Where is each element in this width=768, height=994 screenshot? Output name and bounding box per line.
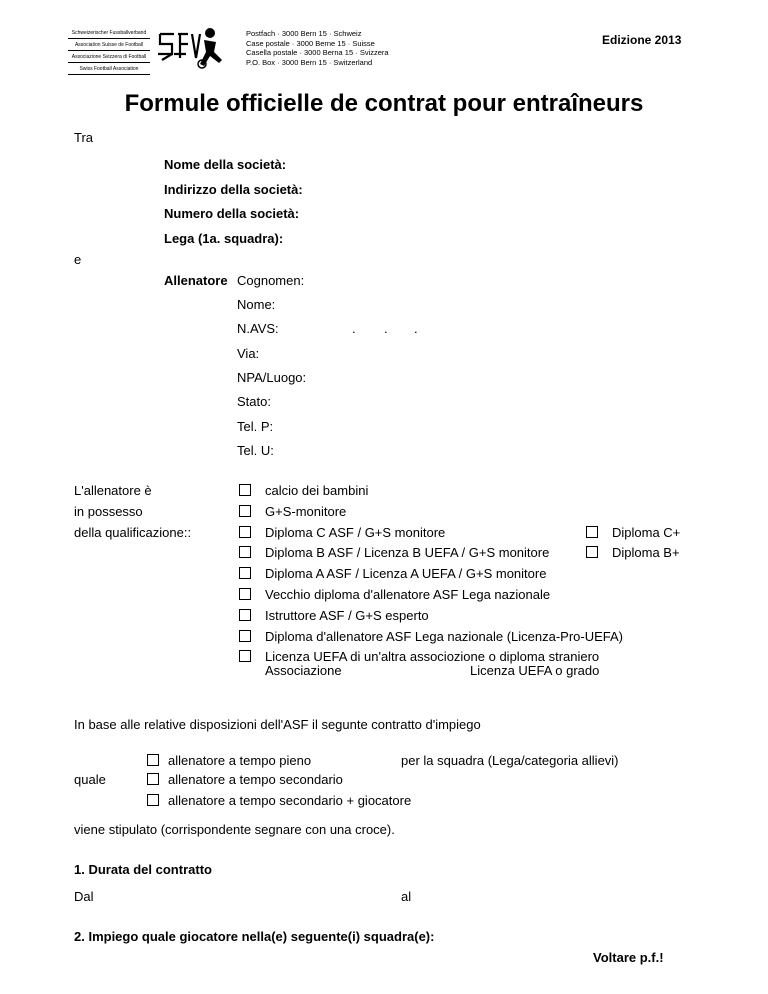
qualification-checkbox[interactable] (239, 630, 251, 642)
address-line: Postfach · 3000 Bern 15 · Schweiz (246, 29, 362, 38)
qualification-side-option: Diploma B+ (612, 545, 680, 560)
qualification-checkbox[interactable] (239, 484, 251, 496)
contract-to-label: al (401, 889, 412, 904)
coach-label: Allenatore (164, 273, 228, 288)
coach-street-label: Via: (237, 346, 260, 361)
address-line: P.O. Box · 3000 Bern 15 · Switzerland (246, 57, 373, 67)
page-title: Formule officielle de contrat pour entraîneurs (124, 90, 644, 117)
coach-surname-label: Cognomen: (237, 273, 305, 288)
qualification-checkbox[interactable] (239, 567, 251, 579)
qualification-label: L'allenatore è (74, 483, 152, 498)
qualification-option: G+S-monitore (265, 504, 347, 519)
contract-intro: In base alle relative disposizioni dell'ASF il segunte contratto d'impiego (74, 717, 481, 732)
coach-zip-label: NPA/Luogo: (237, 370, 307, 385)
logo-line: Associazione Svizzera di Football (68, 52, 150, 63)
qualification-option: Diploma B ASF / Licenza B UEFA / G+S monitore (265, 545, 550, 560)
qualification-checkbox[interactable] (239, 609, 251, 621)
role-option: allenatore a tempo secondario (168, 772, 343, 787)
qualification-checkbox[interactable] (586, 546, 598, 558)
qualification-label: in possesso (74, 504, 143, 519)
role-checkbox[interactable] (147, 754, 159, 766)
stipulated-text: viene stipulato (corrispondente segnare con una croce). (74, 822, 395, 837)
qualification-checkbox[interactable] (239, 526, 251, 538)
edition-label: Edizione 2013 (602, 33, 682, 47)
e-label: e (74, 252, 82, 267)
club-name-label: Nome della società: (164, 157, 287, 172)
club-league-label: Lega (1a. squadra): (164, 231, 284, 246)
qualification-option: Vecchio diploma d'allenatore ASF Lega nazionale (265, 587, 551, 602)
logo-line: Schweizerischer Fussballverband (68, 28, 150, 39)
role-checkbox[interactable] (147, 794, 159, 806)
qualification-side-option: Diploma C+ (612, 525, 681, 540)
coach-tel-p-label: Tel. P: (237, 419, 274, 434)
quale-label: quale (74, 772, 106, 787)
role-option: allenatore a tempo pieno (168, 753, 312, 768)
avs-dot: . (384, 321, 388, 336)
coach-name-label: Nome: (237, 297, 276, 312)
federation-address (246, 29, 389, 67)
qualification-checkbox[interactable] (239, 588, 251, 600)
foreign-association-label: Associazione (265, 663, 342, 678)
qualification-option: Istruttore ASF / G+S esperto (265, 608, 429, 623)
qualification-checkbox[interactable] (239, 650, 251, 662)
logo-line: Association Suisse de Football (68, 40, 150, 51)
address-line: Casella postale · 3000 Berna 15 · Svizzera (246, 48, 389, 57)
sfv-emblem-icon (152, 24, 230, 72)
avs-dot: . (414, 321, 418, 336)
avs-dot: . (352, 321, 356, 336)
coach-tel-u-label: Tel. U: (237, 443, 274, 458)
section1-title: 1. Durata del contratto (74, 862, 212, 877)
coach-state-label: Stato: (237, 394, 271, 409)
tra-label: Tra (74, 130, 94, 145)
qualification-option: Diploma A ASF / Licenza A UEFA / G+S monitore (265, 566, 547, 581)
qualification-checkbox[interactable] (239, 546, 251, 558)
qualification-checkbox[interactable] (239, 505, 251, 517)
coach-avs-label: N.AVS: (237, 321, 279, 336)
club-address-label: Indirizzo della società: (164, 182, 303, 197)
club-number-label: Numero della società: (164, 206, 300, 221)
role-checkbox[interactable] (147, 773, 159, 785)
qualification-option: Licenza UEFA di un'altra associozione o diploma straniero (265, 649, 600, 664)
foreign-license-label: Licenza UEFA o grado (470, 663, 600, 678)
qualification-option: Diploma C ASF / G+S monitore (265, 525, 446, 540)
squad-label: per la squadra (Lega/categoria allievi) (401, 753, 619, 768)
address-line: Case postale · 3000 Berne 15 · Suisse (246, 38, 375, 48)
qualification-label: della qualificazione:: (74, 525, 192, 540)
qualification-option: calcio dei bambini (265, 483, 369, 498)
logo-line: Swiss Football Association (68, 64, 150, 75)
section2-title: 2. Impiego quale giocatore nella(e) seguente(i) squadra(e): (74, 929, 435, 944)
qualification-option: Diploma d'allenatore ASF Lega nazionale (Licenza-Pro-UEFA) (265, 629, 624, 644)
turn-over-note: Voltare p.f.! (593, 950, 664, 965)
contract-from-label: Dal (74, 889, 94, 904)
qualification-checkbox[interactable] (586, 526, 598, 538)
role-option: allenatore a tempo secondario + giocatore (168, 793, 412, 808)
